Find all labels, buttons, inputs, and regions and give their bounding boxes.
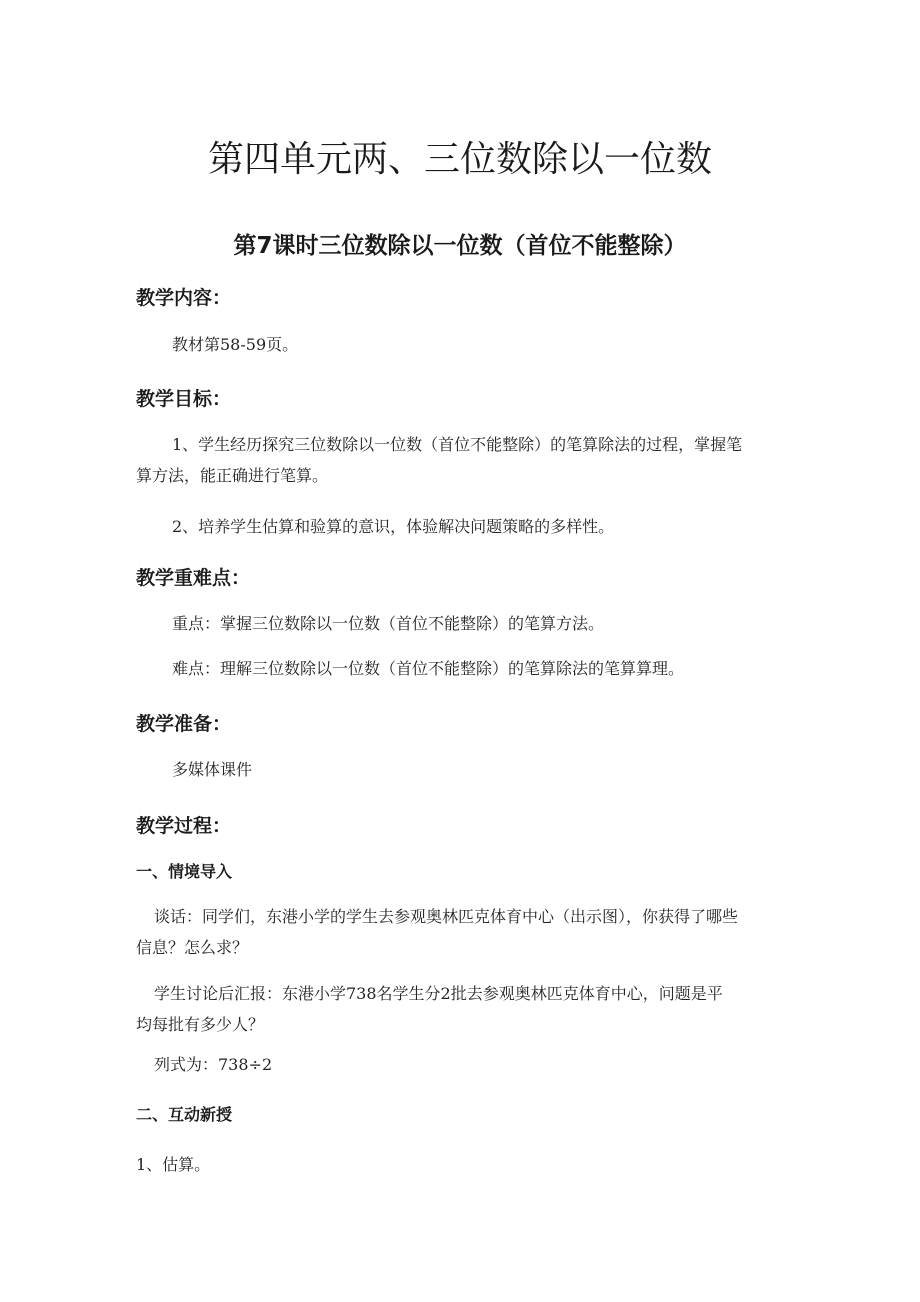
estimate-step: 1、估算。 — [136, 1155, 211, 1174]
section-heading-keypoints: 教学重难点： — [136, 567, 251, 589]
talk-line-1: 谈话：同学们，东港小学的学生去参观奥林匹克体育中心（出示图），你获得了哪些 — [154, 907, 739, 926]
goal-item-1 — [136, 433, 796, 488]
goal-item-1-line-2: 算方法，能正确进行笔算。 — [136, 466, 329, 485]
page-title: 第四单元两、三位数除以一位数 — [207, 139, 712, 180]
process-part2-heading: 二、互动新授 — [136, 1105, 233, 1124]
process-part1-heading: 一、情境导入 — [136, 862, 233, 881]
content-text: 教材第58-59页。 — [172, 335, 299, 354]
section-heading-process: 教学过程： — [136, 815, 232, 837]
goal-item-2: 2、培养学生估算和验算的意识，体验解决问题策略的多样性。 — [172, 517, 615, 536]
key-point-text: 重点：掌握三位数除以一位数（首位不能整除）的笔算方法。 — [172, 614, 605, 633]
lesson-subtitle: 第7课时三位数除以一位数（首位不能整除） — [233, 233, 687, 259]
formula-text: 列式为：738÷2 — [154, 1055, 273, 1074]
report-line-2: 均每批有多少人？ — [136, 1015, 265, 1034]
preparation-text: 多媒体课件 — [172, 760, 253, 779]
report-paragraph — [136, 982, 796, 1037]
section-heading-preparation: 教学准备： — [136, 713, 232, 735]
report-line-1: 学生讨论后汇报：东港小学738名学生分2批去参观奥林匹克体育中心，问题是平 — [154, 984, 723, 1003]
section-heading-goals: 教学目标： — [136, 388, 232, 410]
talk-paragraph — [136, 905, 796, 960]
goal-item-1-line-1: 1、学生经历探究三位数除以一位数（首位不能整除）的笔算除法的过程，掌握笔 — [172, 435, 743, 454]
talk-line-2: 信息？怎么求？ — [136, 938, 249, 957]
difficulty-point-text: 难点：理解三位数除以一位数（首位不能整除）的笔算除法的笔算算理。 — [172, 659, 685, 678]
section-heading-content: 教学内容： — [136, 287, 232, 309]
